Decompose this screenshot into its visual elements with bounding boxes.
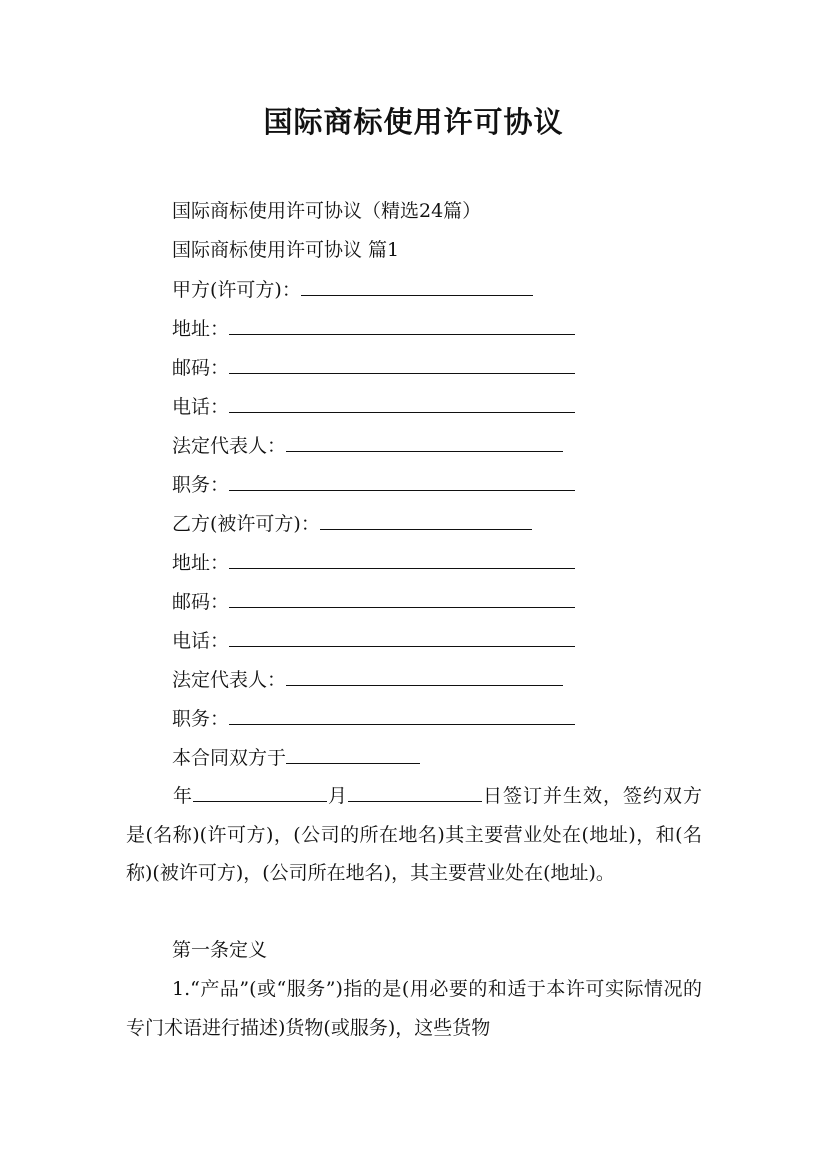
party-b-legal-rep-label: 法定代表人： (172, 669, 287, 691)
party-a-position-label: 职务： (172, 474, 230, 496)
party-b-position-label: 职务： (172, 708, 230, 730)
document-title: 国际商标使用许可协议 (263, 105, 564, 139)
contract-intro-text: 本合同双方于 (172, 747, 287, 769)
party-b-address-field[interactable] (229, 549, 575, 569)
party-a-label: 甲方(许可方)： (172, 279, 301, 301)
party-b-label: 乙方(被许可方)： (172, 513, 320, 535)
party-b-address-row (172, 549, 575, 576)
party-a-address-row (172, 315, 575, 342)
party-a-name-field[interactable] (301, 276, 533, 296)
party-b-name-field[interactable] (320, 510, 532, 530)
party-a-position-row (172, 471, 575, 498)
article-1-item-1 (126, 970, 702, 1047)
party-a-legal-rep-field[interactable] (286, 432, 563, 452)
party-b-phone-field[interactable] (229, 627, 575, 647)
date-month-label: 月 (327, 785, 348, 807)
party-b-phone-label: 电话： (172, 630, 230, 652)
article-1-item-1-text: 1.“产品”(或“服务”)指的是(用必要的和适于本许可实际情况的专门术语进行描述)货物(或服务)，这些货物 (126, 978, 702, 1039)
section-heading: 国际商标使用许可协议 篇1 (172, 239, 400, 261)
contract-date-paragraph (126, 777, 702, 893)
party-b-postcode-row (172, 588, 575, 615)
party-b-legal-rep-field[interactable] (286, 666, 563, 686)
party-a-legal-rep-label: 法定代表人： (172, 435, 287, 457)
party-b-address-label: 地址： (172, 552, 230, 574)
party-b-legal-rep-row (172, 666, 563, 693)
party-b-postcode-field[interactable] (229, 588, 575, 608)
party-b-position-field[interactable] (229, 705, 575, 725)
party-a-postcode-field[interactable] (229, 354, 575, 374)
party-a-phone-label: 电话： (172, 396, 230, 418)
date-rest-text: 日签订并生效，签约双方是(名称)(许可方)，(公司的所在地名)其主要营业处在(地址)，和(名称)(被许可方)，(公司所在地名)，其主要营业处在(地址)。 (126, 785, 702, 884)
date-month-field[interactable] (348, 782, 482, 802)
party-b-row (172, 510, 532, 537)
party-a-postcode-row (172, 354, 575, 381)
contract-intro-row (172, 744, 420, 771)
party-a-address-field[interactable] (229, 315, 575, 335)
party-a-postcode-label: 邮码： (172, 357, 230, 379)
date-year-field[interactable] (193, 782, 327, 802)
party-a-row (172, 276, 533, 303)
party-b-postcode-label: 邮码： (172, 591, 230, 613)
party-a-phone-field[interactable] (229, 393, 575, 413)
document-subtitle: 国际商标使用许可协议（精选24篇） (172, 200, 482, 222)
party-a-phone-row (172, 393, 575, 420)
party-b-position-row (172, 705, 575, 732)
party-a-address-label: 地址： (172, 318, 230, 340)
contract-intro-field[interactable] (286, 744, 420, 764)
date-year-label: 年 (172, 785, 193, 807)
party-a-position-field[interactable] (229, 471, 575, 491)
party-b-phone-row (172, 627, 575, 654)
party-a-legal-rep-row (172, 432, 563, 459)
article-1-heading: 第一条定义 (172, 939, 268, 961)
